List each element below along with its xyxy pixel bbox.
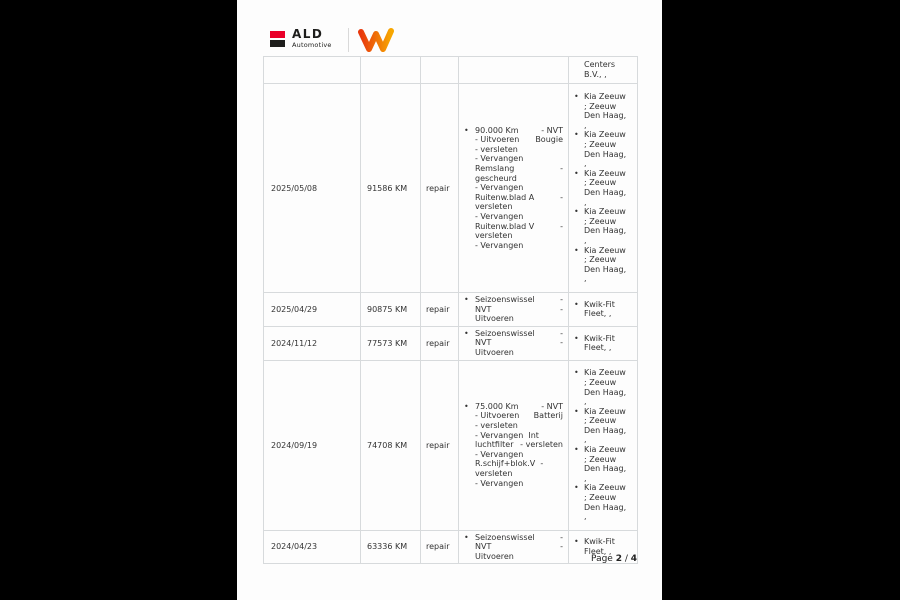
description-line: - versleten	[475, 144, 518, 154]
cell-description	[459, 57, 569, 84]
bullet-icon: •	[464, 401, 469, 411]
bullet-icon: •	[574, 406, 579, 416]
cell-supplier	[569, 293, 638, 327]
supplier-item: • Kia Zeeuw ; Zeeuw Den Haag, ,	[574, 368, 627, 407]
cell-date	[264, 57, 361, 84]
bullet-icon: •	[574, 92, 579, 102]
page-label: Page	[591, 554, 616, 564]
bullet-icon: •	[574, 368, 579, 378]
page-total: 4	[630, 554, 637, 564]
bullet-icon: •	[574, 130, 579, 140]
leaseplan-w-icon	[357, 28, 395, 53]
supplier-item: • Kia Zeeuw ; Zeeuw Den Haag, ,	[574, 483, 627, 522]
cell-type	[421, 57, 459, 84]
description-line: - Vervangen Int	[475, 430, 539, 440]
supplier-item: • Kia Zeeuw ; Zeeuw Den Haag, ,	[574, 92, 627, 130]
description-line: - Uitvoeren Bougie	[475, 135, 563, 145]
supplier-item: • Kwik-Fit Fleet, ,	[574, 333, 615, 353]
cell-date: 2024/04/23	[264, 530, 361, 564]
bullet-icon: •	[574, 537, 579, 547]
cell-description	[459, 530, 569, 564]
cell-type: repair	[421, 84, 459, 293]
cell-date: 2025/05/08	[264, 84, 361, 293]
description-line: - Vervangen	[475, 240, 524, 250]
cell-date: 2025/04/29	[264, 293, 361, 327]
description-line: Uitvoeren	[475, 551, 514, 561]
description-line: gescheurd	[475, 173, 517, 183]
ald-subtitle: Automotive	[292, 41, 332, 49]
description-line: Uitvoeren	[475, 347, 514, 357]
supplier-item: • Kia Zeeuw ; Zeeuw Den Haag, ,	[574, 207, 627, 245]
cell-km: 77573 KM	[361, 326, 421, 360]
cell-description	[459, 326, 569, 360]
bullet-icon: •	[574, 333, 579, 343]
bullet-icon: •	[464, 125, 469, 135]
cell-type: repair	[421, 326, 459, 360]
page-current: 2	[615, 554, 622, 564]
description-line: Ruitenw.blad A -	[475, 192, 563, 202]
description-line: • 75.000 Km - NVT	[464, 401, 563, 411]
cell-km: 63336 KM	[361, 530, 421, 564]
description-line: NVT -	[475, 338, 563, 348]
table-row	[264, 530, 638, 564]
cell-km: 90875 KM	[361, 293, 421, 327]
cell-type: repair	[421, 360, 459, 530]
brand-header	[270, 28, 395, 53]
description-line: - Vervangen	[475, 478, 524, 488]
bullet-icon: •	[574, 207, 579, 217]
table-row	[264, 326, 638, 360]
cell-supplier	[569, 57, 638, 84]
supplier-item: • Kwik-Fit Fleet, ,	[574, 537, 615, 556]
page-indicator	[591, 554, 637, 564]
bullet-icon: •	[574, 168, 579, 178]
description-line: • Seizoenswissel -	[464, 295, 563, 304]
cell-km: 74708 KM	[361, 360, 421, 530]
description-line: versleten	[475, 231, 513, 241]
supplier-item: • Kia Zeeuw ; Zeeuw Den Haag, ,	[574, 245, 627, 284]
table-row	[264, 57, 638, 84]
cell-supplier	[569, 84, 638, 293]
supplier-item: • Kwik-Fit Fleet, ,	[574, 299, 615, 319]
cell-description	[459, 360, 569, 530]
description-line: Uitvoeren	[475, 314, 514, 324]
description-line: • 90.000 Km - NVT	[464, 125, 563, 135]
page-separator: /	[621, 554, 631, 564]
table-row	[264, 360, 638, 530]
bullet-icon: •	[464, 328, 469, 338]
table-row	[264, 293, 638, 327]
supplier-item: • Kia Zeeuw ; Zeeuw Den Haag, ,	[574, 130, 627, 169]
description-line: - Vervangen	[475, 183, 524, 193]
supplier-item: • Kia Zeeuw ; Zeeuw Den Haag, ,	[574, 406, 627, 445]
brand-divider	[348, 28, 349, 52]
description-line: - versleten	[475, 421, 518, 431]
ald-logo-icon	[270, 31, 285, 47]
ald-wordmark	[292, 28, 332, 49]
description-line: - Uitvoeren Batterij	[475, 411, 563, 421]
cell-description	[459, 293, 569, 327]
cell-description	[459, 84, 569, 293]
supplier-item: • Kia Zeeuw ; Zeeuw Den Haag, ,	[574, 445, 627, 483]
cell-date: 2024/11/12	[264, 326, 361, 360]
description-line: luchtfilter - versleten	[475, 440, 563, 450]
cell-supplier	[569, 326, 638, 360]
supplier-item: • Kia Zeeuw ; Zeeuw Den Haag, ,	[574, 168, 627, 207]
description-line: versleten	[475, 202, 513, 212]
description-line: - Vervangen	[475, 211, 524, 221]
bullet-icon: •	[574, 299, 579, 309]
cell-date: 2024/09/19	[264, 360, 361, 530]
description-line: • Seizoenswissel -	[464, 532, 563, 542]
table-row	[264, 84, 638, 293]
maintenance-history-table	[263, 56, 638, 564]
bullet-icon: •	[574, 483, 579, 493]
bullet-icon: •	[574, 445, 579, 455]
description-line: NVT -	[475, 542, 563, 552]
description-line: - Vervangen	[475, 449, 524, 459]
ald-name: ALD	[292, 27, 324, 41]
cell-km: 91586 KM	[361, 84, 421, 293]
description-line: NVT -	[475, 304, 563, 314]
cell-km	[361, 57, 421, 84]
supplier-item: Centers B.V., ,	[584, 60, 616, 79]
description-line: Ruitenw.blad V -	[475, 221, 563, 231]
description-line: • Seizoenswissel -	[464, 328, 563, 338]
bullet-icon: •	[574, 245, 579, 255]
bullet-icon: •	[464, 532, 469, 542]
description-line: - Vervangen	[475, 154, 524, 164]
description-line: Remslang -	[475, 164, 563, 174]
cell-type: repair	[421, 530, 459, 564]
bullet-icon: •	[464, 295, 469, 304]
cell-type: repair	[421, 293, 459, 327]
cell-supplier	[569, 360, 638, 530]
document-page	[237, 0, 662, 600]
description-line: versleten	[475, 469, 513, 479]
description-line: R.schijf+blok.V -	[475, 459, 544, 469]
